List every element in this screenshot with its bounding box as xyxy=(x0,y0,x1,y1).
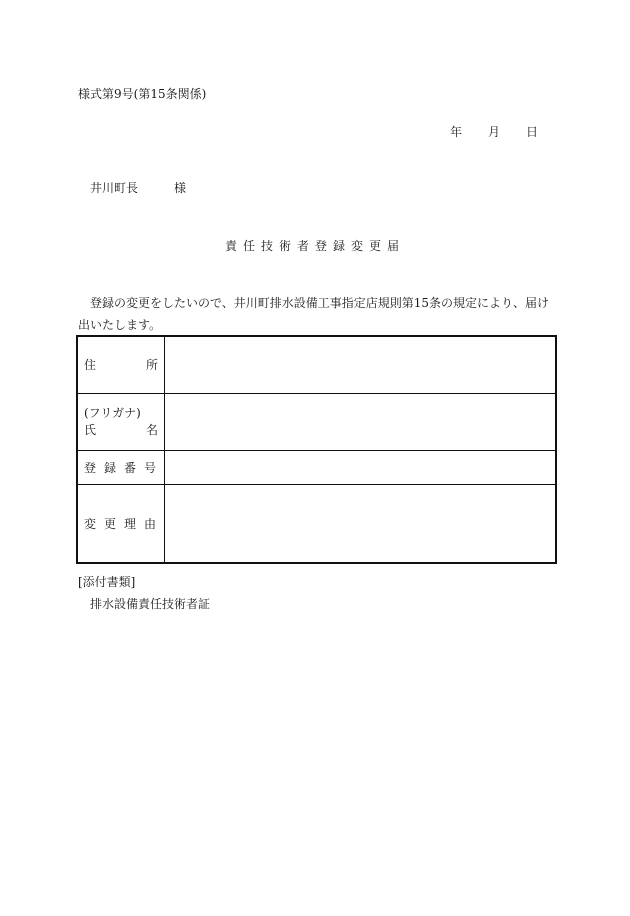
change-reason-row xyxy=(77,484,556,563)
document-title: 責任技術者登録変更届 xyxy=(224,239,405,253)
name-label-char-1: 氏 xyxy=(84,423,97,437)
address-row xyxy=(77,336,556,393)
addressee xyxy=(90,179,186,196)
addressee-name: 井川町長 xyxy=(90,181,139,195)
date-line xyxy=(450,123,538,140)
address-label-char-1: 住 xyxy=(84,358,97,373)
date-year-label: 年 xyxy=(450,125,463,139)
attachment-item: 排水設備責任技術者証 xyxy=(90,597,211,611)
reason-char-4: 由 xyxy=(143,516,156,531)
form-number: 様式第9号(第15条関係) xyxy=(78,87,207,101)
date-month-label: 月 xyxy=(488,125,501,139)
attachments-heading: [添付書類] xyxy=(78,575,136,589)
reg-char-3: 番 xyxy=(123,460,136,475)
body-text: 登録の変更をしたいので、井川町排水設備工事指定店規則第15条の規定により、届け出いたします。 xyxy=(78,296,550,332)
reason-char-2: 更 xyxy=(103,516,116,531)
change-reason-field[interactable] xyxy=(165,484,557,563)
reg-char-2: 録 xyxy=(103,460,116,475)
reg-char-4: 号 xyxy=(143,460,156,475)
name-row xyxy=(77,393,556,450)
address-field[interactable] xyxy=(165,336,557,393)
name-label-char-2: 名 xyxy=(145,423,158,437)
addressee-honorific: 様 xyxy=(174,181,187,195)
address-label xyxy=(77,336,165,393)
address-label-char-2: 所 xyxy=(145,358,158,373)
registration-number-label xyxy=(77,450,165,484)
registration-number-row xyxy=(77,450,556,484)
form-table xyxy=(76,335,557,564)
reg-char-1: 登 xyxy=(84,460,97,475)
name-field[interactable] xyxy=(165,393,557,450)
reason-char-3: 理 xyxy=(123,516,136,531)
registration-number-field[interactable] xyxy=(165,450,557,484)
reason-char-1: 変 xyxy=(84,516,97,531)
date-day-label: 日 xyxy=(526,125,539,139)
name-label xyxy=(77,393,165,450)
furigana-label: (フリガナ) xyxy=(84,406,141,420)
change-reason-label xyxy=(77,484,165,563)
